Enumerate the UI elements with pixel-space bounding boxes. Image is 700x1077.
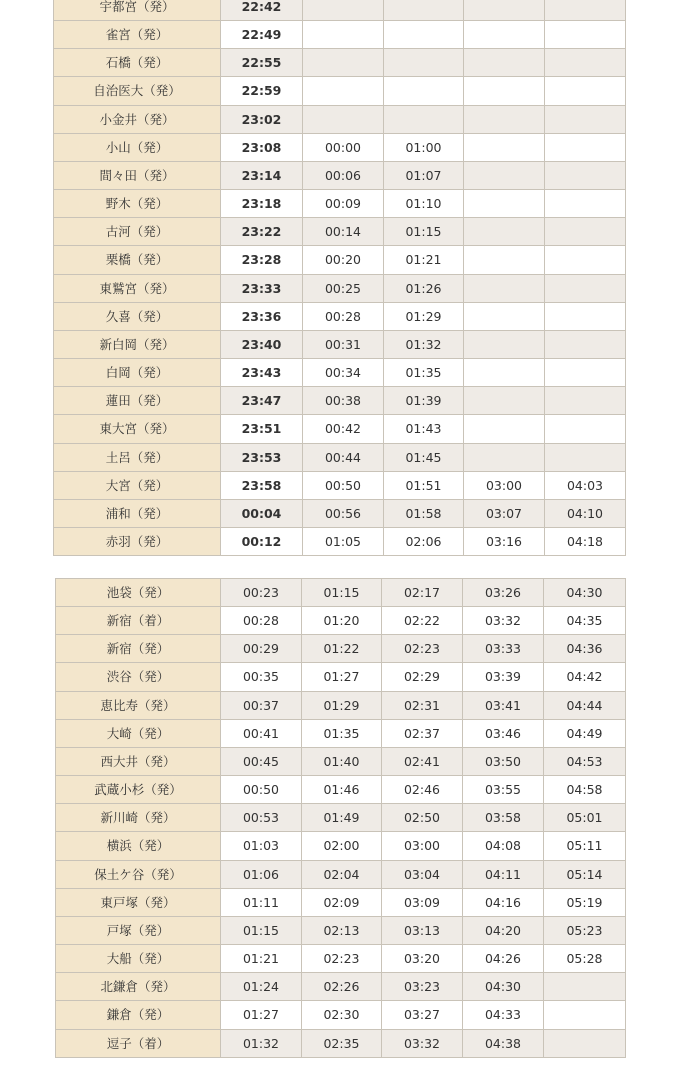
time-cell: 04:36 <box>544 635 626 663</box>
table-row <box>54 0 626 21</box>
time-cell <box>384 21 464 49</box>
time-cell <box>384 49 464 77</box>
time-cell: 00:45 <box>221 747 302 775</box>
station-name: 土呂（発） <box>54 443 221 471</box>
time-cell: 01:11 <box>221 888 302 916</box>
time-cell: 00:28 <box>221 607 302 635</box>
station-name: 宇都宮（発） <box>54 0 221 21</box>
time-cell: 04:30 <box>463 973 544 1001</box>
time-cell <box>384 77 464 105</box>
time-cell: 00:42 <box>303 415 384 443</box>
table-row <box>56 1029 626 1057</box>
table-row <box>54 415 626 443</box>
time-cell <box>464 359 545 387</box>
time-cell <box>545 387 626 415</box>
station-name: 小山（発） <box>54 133 221 161</box>
time-cell: 04:53 <box>544 747 626 775</box>
time-cell: 02:31 <box>382 691 463 719</box>
time-cell: 02:50 <box>382 804 463 832</box>
time-cell <box>464 77 545 105</box>
time-cell: 01:45 <box>384 443 464 471</box>
table-row <box>56 888 626 916</box>
time-cell: 22:42 <box>221 0 303 21</box>
time-cell: 03:32 <box>382 1029 463 1057</box>
table-row <box>54 527 626 555</box>
station-name: 間々田（発） <box>54 161 221 189</box>
station-name: 横浜（発） <box>56 832 221 860</box>
station-name: 大崎（発） <box>56 719 221 747</box>
time-cell <box>464 443 545 471</box>
time-cell: 00:38 <box>303 387 384 415</box>
time-cell <box>544 1001 626 1029</box>
station-name: 武蔵小杉（発） <box>56 776 221 804</box>
time-cell: 01:03 <box>221 832 302 860</box>
time-cell <box>545 77 626 105</box>
table-row <box>56 607 626 635</box>
time-cell <box>545 246 626 274</box>
time-cell: 02:17 <box>382 579 463 607</box>
table-row <box>56 776 626 804</box>
time-cell: 02:26 <box>302 973 382 1001</box>
table-row <box>56 860 626 888</box>
table-row <box>56 635 626 663</box>
time-cell: 22:55 <box>221 49 303 77</box>
table-row <box>56 916 626 944</box>
time-cell: 01:35 <box>384 359 464 387</box>
time-cell: 04:26 <box>463 945 544 973</box>
station-name: 新白岡（発） <box>54 330 221 358</box>
time-cell: 00:28 <box>303 302 384 330</box>
time-cell: 03:33 <box>463 635 544 663</box>
station-name: 東鷲宮（発） <box>54 274 221 302</box>
time-cell: 23:28 <box>221 246 303 274</box>
time-cell: 00:44 <box>303 443 384 471</box>
table-row <box>54 499 626 527</box>
table-row <box>56 832 626 860</box>
time-cell: 02:00 <box>302 832 382 860</box>
time-cell: 01:49 <box>302 804 382 832</box>
table-row <box>54 246 626 274</box>
station-name: 栗橋（発） <box>54 246 221 274</box>
time-cell <box>464 133 545 161</box>
station-name: 鎌倉（発） <box>56 1001 221 1029</box>
time-cell <box>545 218 626 246</box>
time-cell <box>464 161 545 189</box>
time-cell: 02:23 <box>302 945 382 973</box>
time-cell: 03:39 <box>463 663 544 691</box>
time-cell: 02:22 <box>382 607 463 635</box>
time-cell: 04:38 <box>463 1029 544 1057</box>
time-cell <box>545 443 626 471</box>
time-cell <box>303 49 384 77</box>
time-cell <box>464 105 545 133</box>
time-cell: 00:04 <box>221 499 303 527</box>
time-cell: 01:15 <box>221 916 302 944</box>
time-cell: 03:26 <box>463 579 544 607</box>
time-cell: 00:34 <box>303 359 384 387</box>
time-cell: 22:59 <box>221 77 303 105</box>
time-cell: 23:08 <box>221 133 303 161</box>
table-row <box>54 443 626 471</box>
time-cell: 02:37 <box>382 719 463 747</box>
time-cell: 03:55 <box>463 776 544 804</box>
time-cell: 00:29 <box>221 635 302 663</box>
time-cell <box>545 161 626 189</box>
time-cell: 23:02 <box>221 105 303 133</box>
time-cell <box>464 218 545 246</box>
time-cell <box>464 274 545 302</box>
time-cell: 01:27 <box>221 1001 302 1029</box>
time-cell <box>303 0 384 21</box>
time-cell: 01:05 <box>303 527 384 555</box>
station-name: 逗子（着） <box>56 1029 221 1057</box>
time-cell: 23:18 <box>221 190 303 218</box>
table-row <box>56 973 626 1001</box>
time-cell: 00:31 <box>303 330 384 358</box>
time-cell: 04:16 <box>463 888 544 916</box>
time-cell: 01:43 <box>384 415 464 443</box>
time-cell <box>464 190 545 218</box>
station-name: 野木（発） <box>54 190 221 218</box>
table-row <box>54 105 626 133</box>
time-cell <box>303 21 384 49</box>
time-cell: 05:11 <box>544 832 626 860</box>
time-cell <box>464 21 545 49</box>
time-cell <box>303 77 384 105</box>
time-cell: 03:41 <box>463 691 544 719</box>
time-cell: 01:24 <box>221 973 302 1001</box>
time-cell: 00:53 <box>221 804 302 832</box>
station-name: 東戸塚（発） <box>56 888 221 916</box>
time-cell: 04:30 <box>544 579 626 607</box>
time-cell: 01:26 <box>384 274 464 302</box>
time-cell: 00:20 <box>303 246 384 274</box>
timetable-upper <box>53 0 626 556</box>
time-cell: 23:22 <box>221 218 303 246</box>
time-cell: 01:29 <box>302 691 382 719</box>
time-cell: 00:23 <box>221 579 302 607</box>
time-cell: 05:01 <box>544 804 626 832</box>
time-cell <box>384 0 464 21</box>
time-cell: 02:04 <box>302 860 382 888</box>
time-cell: 05:14 <box>544 860 626 888</box>
time-cell: 03:07 <box>464 499 545 527</box>
station-name: 渋谷（発） <box>56 663 221 691</box>
table-row <box>54 190 626 218</box>
time-cell: 00:41 <box>221 719 302 747</box>
time-cell: 04:49 <box>544 719 626 747</box>
time-cell: 01:46 <box>302 776 382 804</box>
station-name: 新宿（着） <box>56 607 221 635</box>
time-cell: 23:33 <box>221 274 303 302</box>
time-cell: 03:00 <box>382 832 463 860</box>
table-row <box>56 804 626 832</box>
table-row <box>56 747 626 775</box>
time-cell: 01:20 <box>302 607 382 635</box>
time-cell: 04:42 <box>544 663 626 691</box>
time-cell <box>545 105 626 133</box>
table-row <box>56 691 626 719</box>
time-cell: 23:40 <box>221 330 303 358</box>
time-cell: 23:36 <box>221 302 303 330</box>
table-row <box>54 133 626 161</box>
time-cell: 01:32 <box>221 1029 302 1057</box>
time-cell: 00:06 <box>303 161 384 189</box>
time-cell: 01:06 <box>221 860 302 888</box>
station-name: 久喜（発） <box>54 302 221 330</box>
time-cell <box>544 973 626 1001</box>
station-name: 東大宮（発） <box>54 415 221 443</box>
time-cell: 00:09 <box>303 190 384 218</box>
time-cell <box>545 21 626 49</box>
table-row <box>54 49 626 77</box>
time-cell: 01:27 <box>302 663 382 691</box>
table-row <box>54 274 626 302</box>
time-cell <box>545 0 626 21</box>
table-row <box>56 719 626 747</box>
time-cell: 00:35 <box>221 663 302 691</box>
time-cell: 01:15 <box>384 218 464 246</box>
time-cell: 04:58 <box>544 776 626 804</box>
time-cell: 00:50 <box>221 776 302 804</box>
station-name: 大宮（発） <box>54 471 221 499</box>
station-name: 石橋（発） <box>54 49 221 77</box>
time-cell: 23:14 <box>221 161 303 189</box>
time-cell: 02:09 <box>302 888 382 916</box>
station-name: 北鎌倉（発） <box>56 973 221 1001</box>
time-cell: 04:18 <box>545 527 626 555</box>
time-cell: 01:21 <box>221 945 302 973</box>
station-name: 保土ケ谷（発） <box>56 860 221 888</box>
table-row <box>56 579 626 607</box>
station-name: 赤羽（発） <box>54 527 221 555</box>
table-row <box>54 161 626 189</box>
station-name: 浦和（発） <box>54 499 221 527</box>
station-name: 小金井（発） <box>54 105 221 133</box>
time-cell: 05:28 <box>544 945 626 973</box>
time-cell: 01:22 <box>302 635 382 663</box>
table-row <box>56 1001 626 1029</box>
time-cell <box>464 49 545 77</box>
time-cell: 03:04 <box>382 860 463 888</box>
time-cell: 00:00 <box>303 133 384 161</box>
time-cell: 03:32 <box>463 607 544 635</box>
time-cell <box>545 274 626 302</box>
time-cell: 04:33 <box>463 1001 544 1029</box>
time-cell: 01:07 <box>384 161 464 189</box>
time-cell: 02:35 <box>302 1029 382 1057</box>
time-cell: 01:58 <box>384 499 464 527</box>
table-row <box>54 471 626 499</box>
station-name: 蓮田（発） <box>54 387 221 415</box>
station-name: 白岡（発） <box>54 359 221 387</box>
time-cell: 03:58 <box>463 804 544 832</box>
time-cell: 02:46 <box>382 776 463 804</box>
time-cell: 01:51 <box>384 471 464 499</box>
time-cell: 02:23 <box>382 635 463 663</box>
table-row <box>54 330 626 358</box>
station-name: 恵比寿（発） <box>56 691 221 719</box>
time-cell <box>545 359 626 387</box>
time-cell: 04:20 <box>463 916 544 944</box>
table-row <box>54 218 626 246</box>
time-cell <box>545 190 626 218</box>
station-name: 戸塚（発） <box>56 916 221 944</box>
time-cell <box>464 330 545 358</box>
time-cell: 03:09 <box>382 888 463 916</box>
table-row <box>54 77 626 105</box>
time-cell: 03:23 <box>382 973 463 1001</box>
time-cell <box>464 246 545 274</box>
time-cell: 01:39 <box>384 387 464 415</box>
time-cell: 03:00 <box>464 471 545 499</box>
time-cell: 03:16 <box>464 527 545 555</box>
time-cell: 23:47 <box>221 387 303 415</box>
station-name: 新川崎（発） <box>56 804 221 832</box>
time-cell: 01:00 <box>384 133 464 161</box>
time-cell: 01:15 <box>302 579 382 607</box>
time-cell: 00:12 <box>221 527 303 555</box>
time-cell: 04:08 <box>463 832 544 860</box>
time-cell: 00:37 <box>221 691 302 719</box>
station-name: 雀宮（発） <box>54 21 221 49</box>
time-cell: 23:53 <box>221 443 303 471</box>
time-cell: 22:49 <box>221 21 303 49</box>
time-cell: 04:03 <box>545 471 626 499</box>
time-cell <box>544 1029 626 1057</box>
time-cell: 01:32 <box>384 330 464 358</box>
time-cell: 03:20 <box>382 945 463 973</box>
time-cell: 02:29 <box>382 663 463 691</box>
time-cell <box>464 387 545 415</box>
time-cell: 23:43 <box>221 359 303 387</box>
table-row <box>56 945 626 973</box>
time-cell: 03:46 <box>463 719 544 747</box>
time-cell: 01:10 <box>384 190 464 218</box>
time-cell: 04:44 <box>544 691 626 719</box>
time-cell: 05:23 <box>544 916 626 944</box>
time-cell <box>545 330 626 358</box>
table-row <box>54 387 626 415</box>
time-cell: 00:50 <box>303 471 384 499</box>
time-cell <box>464 0 545 21</box>
time-cell: 02:06 <box>384 527 464 555</box>
time-cell: 03:27 <box>382 1001 463 1029</box>
table-row <box>56 663 626 691</box>
station-name: 大船（発） <box>56 945 221 973</box>
time-cell: 04:35 <box>544 607 626 635</box>
time-cell: 00:25 <box>303 274 384 302</box>
time-cell: 01:40 <box>302 747 382 775</box>
time-cell: 01:29 <box>384 302 464 330</box>
time-cell <box>545 133 626 161</box>
time-cell: 23:58 <box>221 471 303 499</box>
time-cell: 02:41 <box>382 747 463 775</box>
time-cell: 04:11 <box>463 860 544 888</box>
table-row <box>54 359 626 387</box>
time-cell: 00:56 <box>303 499 384 527</box>
time-cell: 05:19 <box>544 888 626 916</box>
time-cell: 23:51 <box>221 415 303 443</box>
table-row <box>54 21 626 49</box>
time-cell: 01:35 <box>302 719 382 747</box>
time-cell <box>464 415 545 443</box>
timetable-lower <box>55 578 626 1058</box>
station-name: 池袋（発） <box>56 579 221 607</box>
time-cell: 02:30 <box>302 1001 382 1029</box>
time-cell: 03:50 <box>463 747 544 775</box>
table-row <box>54 302 626 330</box>
station-name: 自治医大（発） <box>54 77 221 105</box>
time-cell: 02:13 <box>302 916 382 944</box>
station-name: 西大井（発） <box>56 747 221 775</box>
time-cell: 04:10 <box>545 499 626 527</box>
time-cell <box>545 302 626 330</box>
time-cell <box>545 49 626 77</box>
station-name: 古河（発） <box>54 218 221 246</box>
time-cell: 03:13 <box>382 916 463 944</box>
time-cell <box>303 105 384 133</box>
station-name: 新宿（発） <box>56 635 221 663</box>
time-cell: 01:21 <box>384 246 464 274</box>
time-cell: 00:14 <box>303 218 384 246</box>
time-cell <box>464 302 545 330</box>
time-cell <box>545 415 626 443</box>
time-cell <box>384 105 464 133</box>
